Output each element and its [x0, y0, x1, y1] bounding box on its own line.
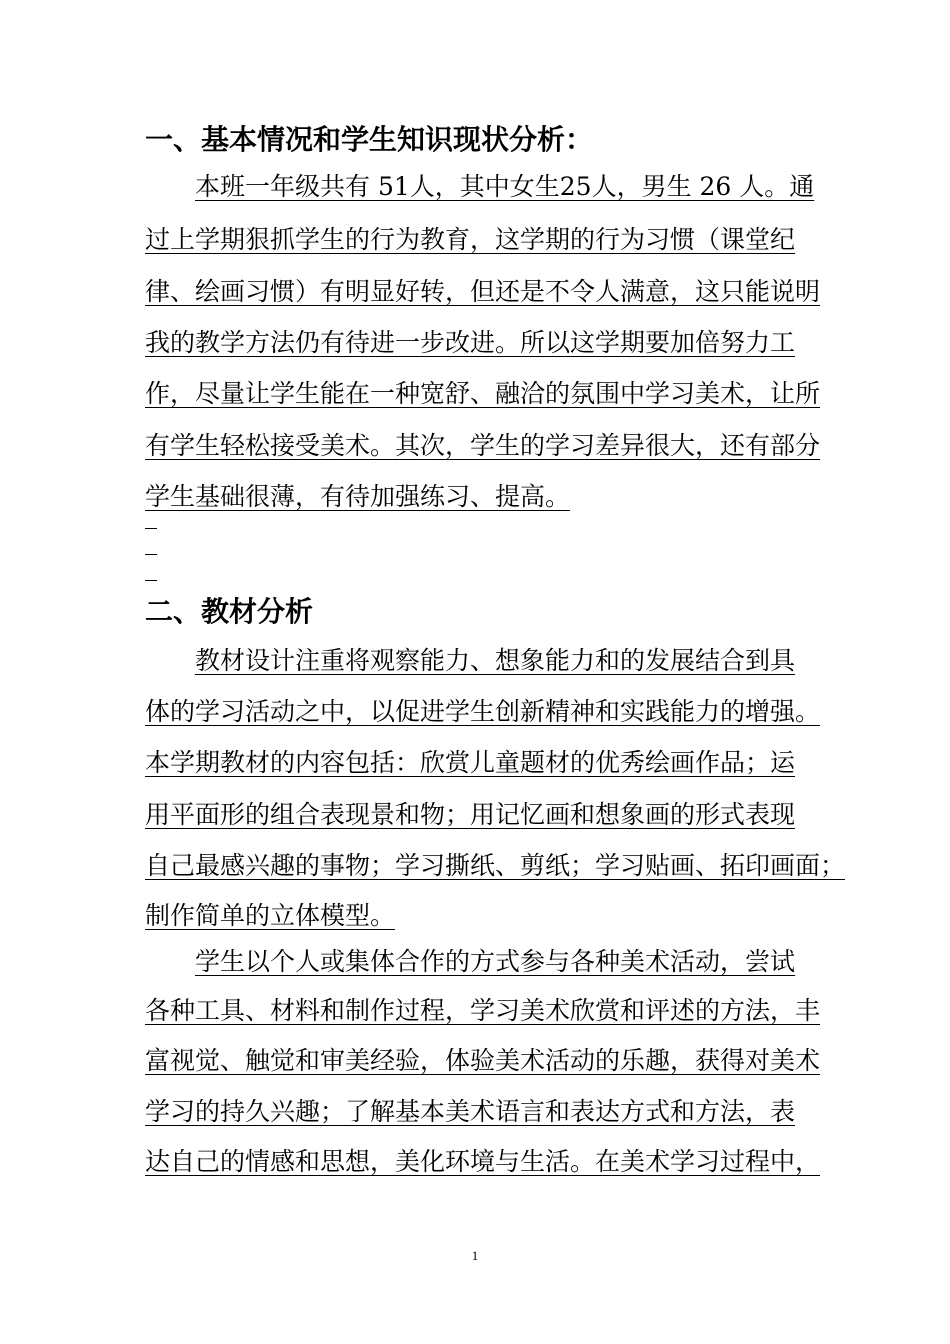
empty-underline — [145, 554, 157, 555]
section-heading-basic-situation: 一、基本情况和学生知识现状分析： — [145, 123, 594, 156]
page-number: 1 — [471, 1248, 479, 1263]
paragraph-line: 学生基础很薄，有待加强练习、提高。 — [145, 482, 571, 511]
paragraph-line: 本学期教材的内容包括：欣赏儿童题材的优秀绘画作品；运 — [145, 748, 796, 777]
paragraph-line: 达自己的情感和思想，美化环境与生活。在美术学习过程中， — [145, 1147, 821, 1176]
paragraph-line: 富视觉、触觉和审美经验，体验美术活动的乐趣，获得对美术 — [145, 1046, 821, 1075]
section-heading-textbook-analysis: 二、教材分析 — [145, 595, 314, 628]
paragraph-line: 制作简单的立体模型。 — [145, 901, 396, 930]
paragraph-line: 过上学期狠抓学生的行为教育，这学期的行为习惯（课堂纪 — [145, 225, 796, 254]
paragraph-line: 律、绘画习惯）有明显好转，但还是不令人满意，这只能说明 — [145, 277, 821, 306]
paragraph-line: 有学生轻松接受美术。其次，学生的学习差异很大，还有部分 — [145, 431, 821, 460]
paragraph-line: 学习的持久兴趣；了解基本美术语言和表达方式和方法，表 — [145, 1097, 796, 1126]
paragraph-line: 各种工具、材料和制作过程，学习美术欣赏和评述的方法，丰 — [145, 996, 821, 1025]
paragraph-line: 本班一年级共有 51人，其中女生25人，男生 26 人。通 — [195, 172, 815, 201]
empty-underline — [145, 580, 157, 581]
empty-underline — [145, 528, 157, 529]
paragraph-line: 用平面形的组合表现景和物；用记忆画和想象画的形式表现 — [145, 800, 796, 829]
paragraph-line: 体的学习活动之中，以促进学生创新精神和实践能力的增强。 — [145, 697, 821, 726]
paragraph-line: 自己最感兴趣的事物；学习撕纸、剪纸；学习贴画、拓印画面； — [145, 851, 846, 880]
paragraph-line: 学生以个人或集体合作的方式参与各种美术活动，尝试 — [195, 947, 796, 976]
paragraph-line: 教材设计注重将观察能力、想象能力和的发展结合到具 — [195, 646, 796, 675]
paragraph-line: 我的教学方法仍有待进一步改进。所以这学期要加倍努力工 — [145, 328, 796, 357]
paragraph-line: 作，尽量让学生能在一种宽舒、融洽的氛围中学习美术，让所 — [145, 379, 821, 408]
